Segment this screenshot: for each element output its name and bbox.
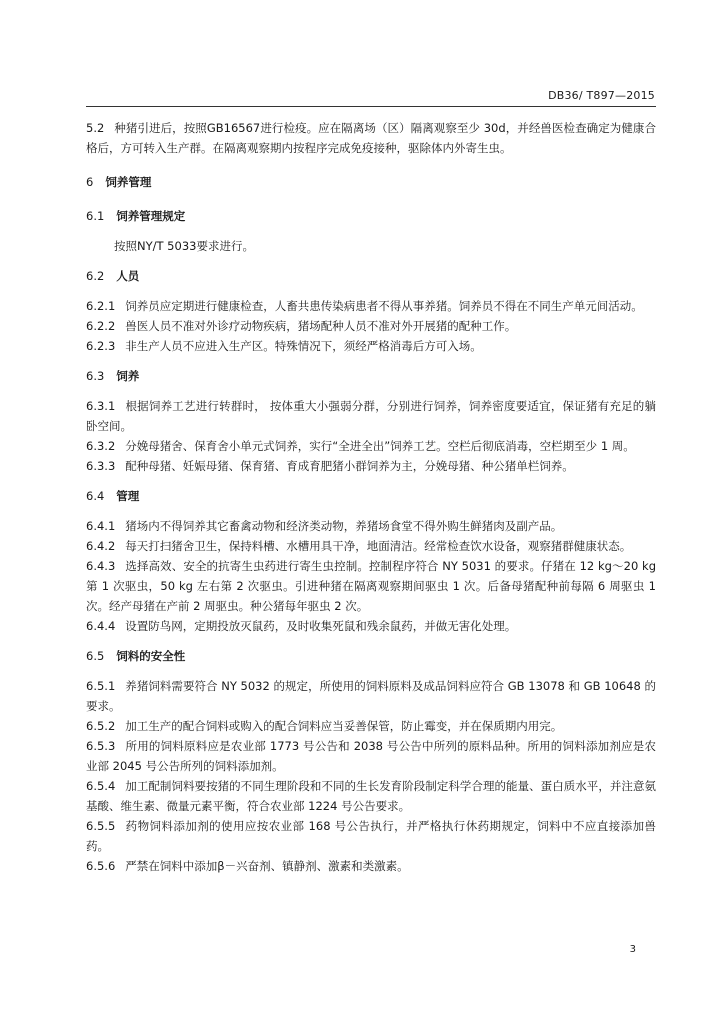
clause-text: 猪场内不得饲养其它畜禽动物和经济类动物，养猪场食堂不得外购生鲜猪肉及副产品。 <box>125 519 563 533</box>
section-title: 饲养 <box>116 369 140 383</box>
section-number: 6.1 <box>86 209 105 223</box>
clause-number: 6.5.1 <box>86 679 116 693</box>
clause-text: 药物饲料添加剂的使用应按农业部 168 号公告执行，并严格执行休药期规定，饲料中不应直接添加兽药。 <box>86 819 656 853</box>
clause-number: 6.3.3 <box>86 459 116 473</box>
clause-text: 分娩母猪舍、保育舍小单元式饲养，实行“全进全出”饲养工艺。空栏后彻底消毒，空栏期至少 1 周。 <box>125 439 635 453</box>
clause-6-4-2 <box>86 536 656 556</box>
clause-text: 饲养员应定期进行健康检查，人畜共患传染病患者不得从事养猪。饲养员不得在不同生产单元间活动。 <box>125 299 643 313</box>
clause-number: 6.3.1 <box>86 399 116 413</box>
clause-6-2-3 <box>86 336 656 356</box>
section-6-3-heading <box>86 366 656 386</box>
section-6-2-heading <box>86 266 656 286</box>
clause-number: 6.4.3 <box>86 559 116 573</box>
section-number: 6.4 <box>86 489 105 503</box>
section-6-1-heading <box>86 206 656 226</box>
clause-number: 6.5.3 <box>86 739 116 753</box>
clause-6-2-2 <box>86 316 656 336</box>
clause-6-2-1 <box>86 296 656 316</box>
clause-text: 配种母猪、妊娠母猪、保育猪、育成育肥猪小群饲养为主，分娩母猪、种公猪单栏饲养。 <box>125 459 574 473</box>
clause-6-5-4 <box>86 776 656 816</box>
clause-number: 6.4.2 <box>86 539 116 553</box>
clause-number: 5.2 <box>86 121 105 135</box>
clause-5-2 <box>86 118 656 158</box>
clause-6-3-2 <box>86 436 656 456</box>
section-6-4-heading <box>86 486 656 506</box>
clause-number: 6.2.1 <box>86 299 116 313</box>
clause-text: 所用的饲料原料应是农业部 1773 号公告和 2038 号公告中所列的原料品种。所用的饲料添加剂应是农业部 2045 号公告所列的饲料添加剂。 <box>86 739 656 773</box>
clause-number: 6.3.2 <box>86 439 116 453</box>
clause-6-5-2 <box>86 716 656 736</box>
clause-number: 6.2.3 <box>86 339 116 353</box>
clause-text: 种猪引进后，按照GB16567进行检疫。应在隔离场（区）隔离观察至少 30d，并经兽医检查确定为健康合格后，方可转入生产群。在隔离观察期内按程序完成免疫接种，驱除体内外寄生虫。 <box>86 121 656 155</box>
clause-6-5-3 <box>86 736 656 776</box>
page-number: 3 <box>629 944 636 955</box>
document-body <box>86 118 656 876</box>
clause-number: 6.4.4 <box>86 619 116 633</box>
section-title: 人员 <box>116 269 140 283</box>
section-number: 6.5 <box>86 649 105 663</box>
standard-code: DB36/ T897—2015 <box>548 89 655 102</box>
clause-6-5-1 <box>86 676 656 716</box>
clause-text: 养猪饲料需要符合 NY 5032 的规定，所使用的饲料原料及成品饲料应符合 GB 13078 和 GB 10648 的要求。 <box>86 679 656 713</box>
section-title: 饲料的安全性 <box>116 649 186 663</box>
clause-6-4-3 <box>86 556 656 616</box>
clause-text: 根据饲养工艺进行转群时， 按体重大小强弱分群，分别进行饲养，饲养密度要适宜，保证猪有充足的躺卧空间。 <box>86 399 656 433</box>
clause-6-3-3 <box>86 456 656 476</box>
clause-number: 6.4.1 <box>86 519 116 533</box>
clause-6-4-4 <box>86 616 656 636</box>
clause-number: 6.5.4 <box>86 779 116 793</box>
section-6-5-heading <box>86 646 656 666</box>
clause-6-4-1 <box>86 516 656 536</box>
section-title: 饲养管理规定 <box>116 209 186 223</box>
section-number: 6 <box>86 175 94 189</box>
clause-text: 选择高效、安全的抗寄生虫药进行寄生虫控制。控制程序符合 NY 5031 的要求。仔猪在 12 kg～20 kg 第 1 次驱虫，50 kg 左右第 2 次驱虫。引进种猪在隔离观察期间驱虫 1 次。后备母猪配种前每隔 6 周驱虫 1 次。经产母猪在产前 2 周驱虫。种公猪每年驱虫 2 次。 <box>86 559 656 613</box>
clause-text: 非生产人员不应进入生产区。特殊情况下，须经严格消毒后方可入场。 <box>125 339 482 353</box>
section-number: 6.2 <box>86 269 105 283</box>
clause-number: 6.2.2 <box>86 319 116 333</box>
clause-text: 每天打扫猪舍卫生，保持料槽、水槽用具干净，地面清洁。经常检查饮水设备，观察猪群健康状态。 <box>125 539 632 553</box>
clause-number: 6.5.2 <box>86 719 116 733</box>
section-title: 管理 <box>116 489 140 503</box>
clause-6-1-text: 按照NY/T 5033要求进行。 <box>114 239 254 253</box>
clause-text: 加工生产的配合饲料或购入的配合饲料应当妥善保管，防止霉变，并在保质期内用完。 <box>125 719 563 733</box>
clause-text: 兽医人员不准对外诊疗动物疾病，猪场配种人员不准对外开展猪的配种工作。 <box>125 319 517 333</box>
clause-6-5-5 <box>86 816 656 856</box>
clause-number: 6.5.5 <box>86 819 116 833</box>
clause-number: 6.5.6 <box>86 859 116 873</box>
clause-text: 加工配制饲料要按猪的不同生理阶段和不同的生长发育阶段制定科学合理的能量、蛋白质水平，并注意氨基酸、维生素、微量元素平衡，符合农业部 1224 号公告要求。 <box>86 779 656 813</box>
clause-text: 严禁在饲料中添加β－兴奋剂、镇静剂、激素和类激素。 <box>125 859 409 873</box>
clause-6-5-6 <box>86 856 656 876</box>
clause-text: 设置防鸟网，定期投放灭鼠药，及时收集死鼠和残余鼠药，并做无害化处理。 <box>125 619 517 633</box>
header-rule <box>86 106 656 107</box>
clause-6-3-1 <box>86 396 656 436</box>
section-number: 6.3 <box>86 369 105 383</box>
section-title: 饲养管理 <box>105 175 152 189</box>
section-6-heading <box>86 172 656 192</box>
